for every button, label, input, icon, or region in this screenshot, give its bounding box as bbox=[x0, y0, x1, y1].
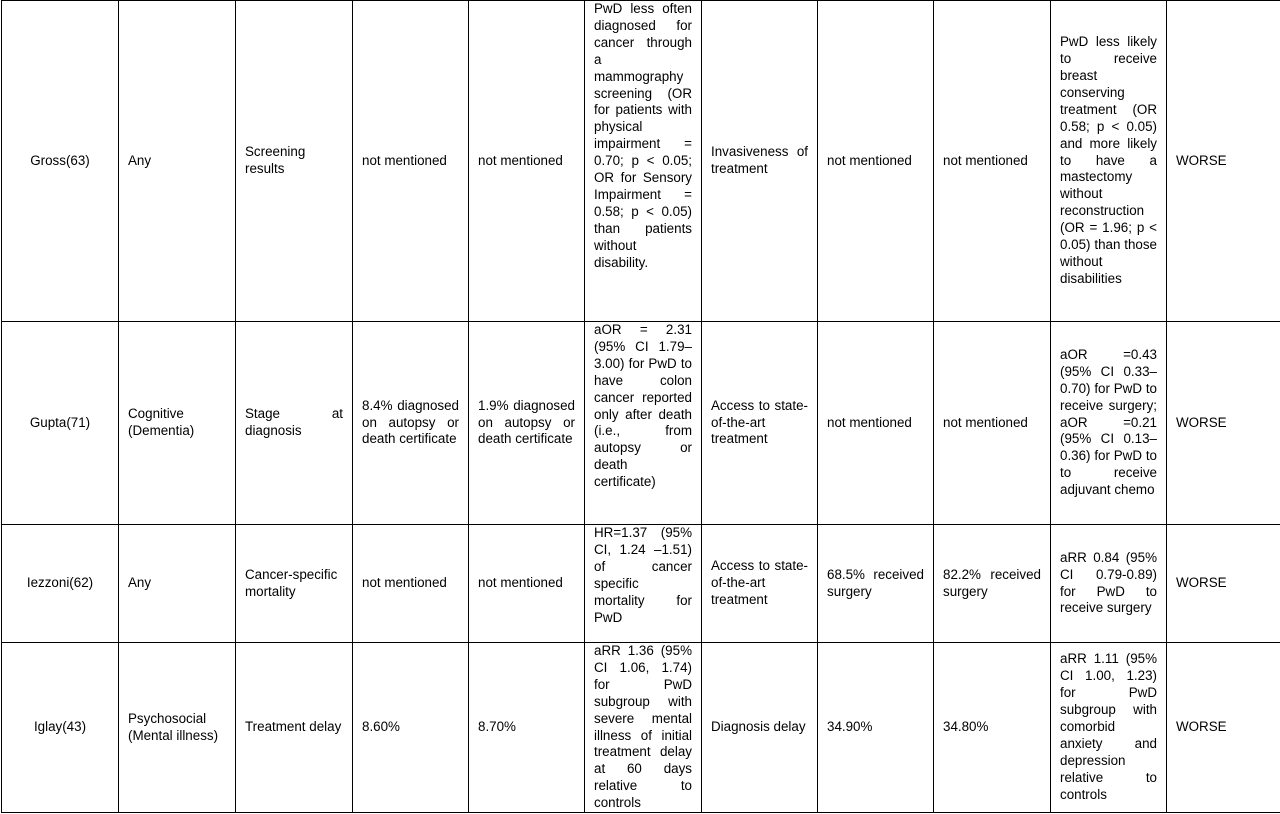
verdict-cell: WORSE bbox=[1167, 643, 1280, 813]
outcome-cell: Access to state-of-the-art treatment bbox=[702, 525, 818, 643]
disability-cell: Any bbox=[119, 525, 236, 643]
pwod-value-cell: 34.80% bbox=[934, 643, 1051, 813]
effect-cell: aOR = 2.31 (95% CI 1.79–3.00) for PwD to have colon cancer reported only after death (i.e., from autopsy or death certificate) bbox=[585, 322, 702, 525]
pwd-value-cell: 8.60% bbox=[353, 643, 469, 813]
outcome-cell: Access to state-of-the-art treatment bbox=[702, 322, 818, 525]
pwd-value-cell: 34.90% bbox=[818, 643, 934, 813]
verdict-cell: WORSE bbox=[1167, 322, 1280, 525]
table-row bbox=[2, 322, 1280, 525]
table-row bbox=[2, 643, 1280, 813]
pwod-value-cell: 1.9% diagnosed on autopsy or death certificate bbox=[469, 322, 585, 525]
pwd-value-cell: 8.4% diagnosed on autopsy or death certificate bbox=[353, 322, 469, 525]
pwd-value-cell: 68.5% received surgery bbox=[818, 525, 934, 643]
pwod-value-cell: not mentioned bbox=[469, 1, 585, 322]
effect-cell: aRR 1.11 (95% CI 1.00, 1.23) for PwD subgroup with comorbid anxiety and depression relative to controls bbox=[1051, 643, 1167, 813]
effect-cell: aRR 1.36 (95% CI 1.06, 1.74) for PwD subgroup with severe mental illness of initial treatment delay at 60 days relative to controls bbox=[585, 643, 702, 813]
outcome-cell: Treatment delay bbox=[236, 643, 353, 813]
effect-cell: PwD less often diagnosed for cancer through a mammography screening (OR for patients with physical impairment = 0.70; p < 0.05; OR for Sensory Impairment = 0.58; p < 0.05) than patients without disability. bbox=[585, 1, 702, 322]
pwd-value-cell: not mentioned bbox=[353, 1, 469, 322]
study-cell: Iezzoni(62) bbox=[2, 525, 119, 643]
verdict-cell: WORSE bbox=[1167, 1, 1280, 322]
effect-cell: HR=1.37 (95% CI, 1.24 –1.51) of cancer specific mortality for PwD bbox=[585, 525, 702, 643]
effect-cell: aOR =0.43 (95% CI 0.33–0.70) for PwD to receive surgery; aOR =0.21 (95% CI 0.13–0.36) for PwD to to receive adjuvant chemo bbox=[1051, 322, 1167, 525]
outcome-cell: Screening results bbox=[236, 1, 353, 322]
pwod-value-cell: not mentioned bbox=[934, 1, 1051, 322]
disability-cell: Any bbox=[119, 1, 236, 322]
outcome-cell: Stage at diagnosis bbox=[236, 322, 353, 525]
outcome-cell: Invasiveness of treatment bbox=[702, 1, 818, 322]
table-row bbox=[2, 525, 1280, 643]
pwd-value-cell: not mentioned bbox=[818, 322, 934, 525]
pwod-value-cell: 82.2% received surgery bbox=[934, 525, 1051, 643]
effect-cell: aRR 0.84 (95% CI 0.79-0.89) for PwD to receive surgery bbox=[1051, 525, 1167, 643]
verdict-cell: WORSE bbox=[1167, 525, 1280, 643]
evidence-table bbox=[1, 0, 1280, 813]
study-cell: Gross(63) bbox=[2, 1, 119, 322]
disability-cell: Cognitive (Dementia) bbox=[119, 322, 236, 525]
study-cell: Iglay(43) bbox=[2, 643, 119, 813]
outcome-cell: Diagnosis delay bbox=[702, 643, 818, 813]
study-cell: Gupta(71) bbox=[2, 322, 119, 525]
pwd-value-cell: not mentioned bbox=[818, 1, 934, 322]
outcome-cell: Cancer-specific mortality bbox=[236, 525, 353, 643]
effect-cell: PwD less likely to receive breast conserving treatment (OR 0.58; p < 0.05) and more likely to have a mastectomy without reconstruction (OR = 1.96; p < 0.05) than those without disabilities bbox=[1051, 1, 1167, 322]
pwd-value-cell: not mentioned bbox=[353, 525, 469, 643]
disability-cell: Psychosocial (Mental illness) bbox=[119, 643, 236, 813]
pwod-value-cell: not mentioned bbox=[934, 322, 1051, 525]
table-row bbox=[2, 1, 1280, 322]
pwod-value-cell: 8.70% bbox=[469, 643, 585, 813]
pwod-value-cell: not mentioned bbox=[469, 525, 585, 643]
